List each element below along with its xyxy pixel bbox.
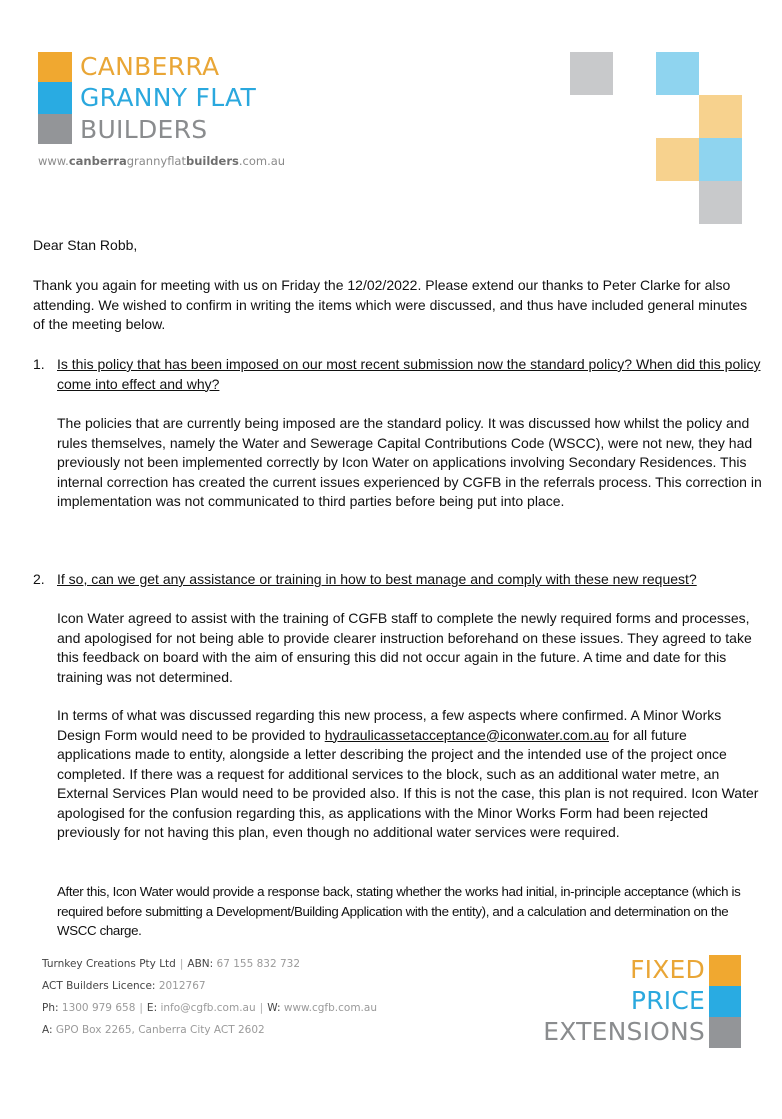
fpe-logo	[525, 955, 741, 1048]
deco-square-orange	[656, 138, 699, 181]
footer-company-line: Turnkey Creations Pty Ltd | ABN: 67 155 832 732	[42, 958, 301, 970]
logo-line-granny-flat: GRANNY FLAT	[80, 83, 257, 112]
deco-square-gray	[699, 181, 742, 224]
logo-line-builders: BUILDERS	[80, 115, 208, 144]
salutation: Dear Stan Robb,	[33, 237, 138, 253]
footer-email[interactable]: info@cgfb.com.au	[160, 1002, 256, 1014]
fpe-line-fixed: FIXED	[630, 955, 705, 984]
logo-orange-block	[38, 52, 72, 82]
item-2-answer-p2: In terms of what was discussed regarding this new process, a few aspects where confirmed. A Minor Works Design Form would need to be provided to hydraulicassetacceptance@iconwater.com.au for all future applications made to entity, alongside a letter describing the project and the intended use of the project once completed. If there was a request for additional services to the block, such as an additional water metre, an External Services Plan would need to be provided also. If this is not the case, this plan is not required. Icon Water apologised for the confusion regarding this, as applications with the Minor Works Form had been rejected previously for not having this plan, even though no additional water services were required.	[57, 707, 759, 840]
item-1-question: Is this policy that has been imposed on our most recent submission now the standard policy? When did this policy come into effect and why?	[57, 356, 761, 392]
intro-paragraph: Thank you again for meeting with us on Friday the 12/02/2022. Please extend our thanks to Peter Clarke for also attending. We wished to confirm in writing the items which were discussed, and thus have included general minutes of the meeting below.	[33, 277, 748, 332]
fpe-line-extensions: EXTENSIONS	[543, 1017, 705, 1046]
deco-square-gray	[570, 52, 613, 95]
logo-blue-block	[38, 82, 72, 114]
item-1-answer: The policies that are currently being imposed are the standard policy. It was discussed how whilst the policy and rules themselves, namely the Water and Sewerage Capital Contributions Code (WSCC), were not new, they had previously not been implemented correctly by Icon Water on applications involving Secondary Residences. This internal correction has created the current issues experienced by CGFB in the referrals process. This correction in implementation was not communicated to third parties before being put into place.	[57, 415, 762, 509]
fpe-orange-block	[709, 955, 741, 986]
item-1-number: 1.	[33, 356, 45, 372]
deco-square-blue	[699, 138, 742, 181]
item-2-answer-p1: Icon Water agreed to assist with the training of CGFB staff to complete the newly required forms and processes, and apologised for not being able to provide clearer instruction beforehand on these issues. They agreed to take this feedback on board with the aim of ensuring this did not occur again in the future. A time and date for this training was not determined.	[57, 610, 752, 685]
logo-line-canberra: CANBERRA	[80, 52, 220, 81]
deco-square-orange	[699, 95, 742, 138]
email-link-hydraulic[interactable]: hydraulicassetacceptance@iconwater.com.au	[324, 726, 609, 743]
fpe-line-price: PRICE	[630, 986, 705, 1015]
deco-square-blue	[656, 52, 699, 95]
fpe-gray-block	[709, 1017, 741, 1048]
item-2-answer-p3: After this, Icon Water would provide a response back, stating whether the works had initial, in-principle acceptance (which is required before submitting a Development/Building Application with the entity), and a calculation and determination on the WSCC charge.	[57, 884, 741, 938]
footer-licence-line: ACT Builders Licence: 2012767	[42, 980, 206, 992]
item-2-number: 2.	[33, 571, 45, 587]
footer-website[interactable]: www.cgfb.com.au	[283, 1002, 377, 1014]
logo-website: www.canberragrannyflatbuilders.com.au	[38, 154, 286, 168]
footer-address-line: A: GPO Box 2265, Canberra City ACT 2602	[42, 1024, 265, 1036]
item-2-question: If so, can we get any assistance or training in how to best manage and comply with these new request?	[57, 571, 697, 587]
logo-gray-block	[38, 114, 72, 144]
footer-contact-line: Ph: 1300 979 658 | E: info@cgfb.com.au | W: www.cgfb.com.au	[42, 1002, 377, 1014]
fpe-blue-block	[709, 986, 741, 1017]
